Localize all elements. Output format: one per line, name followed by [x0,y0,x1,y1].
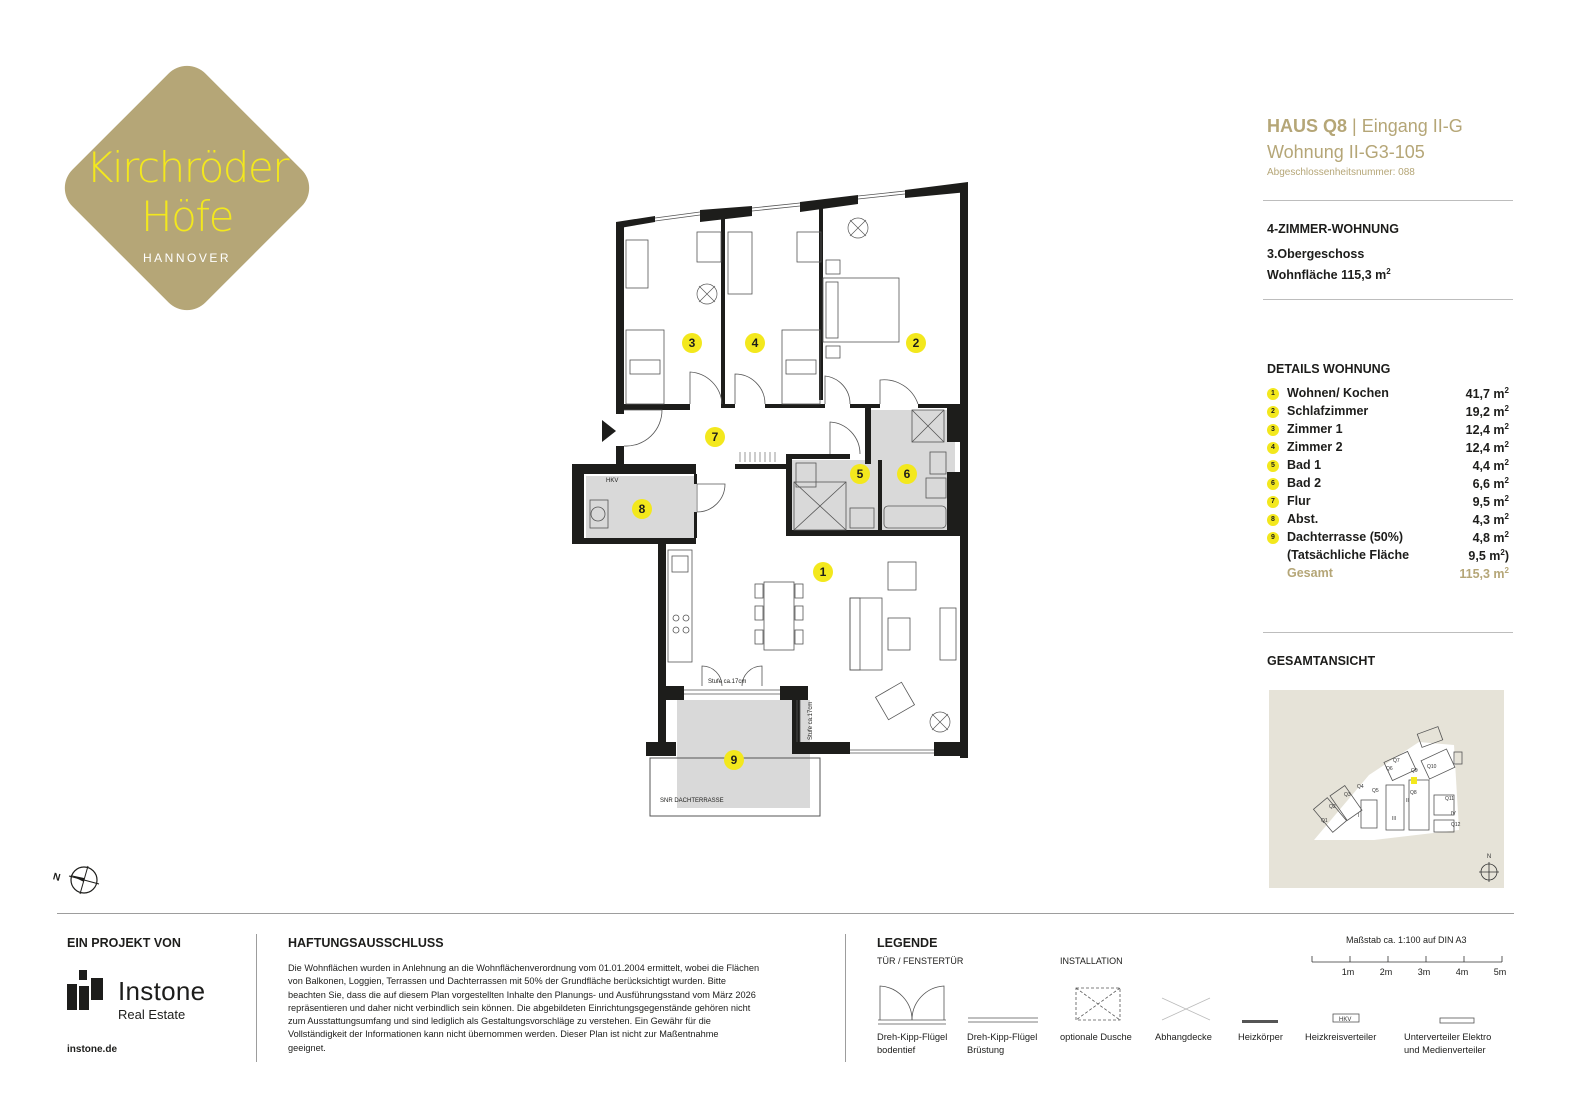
plan-step-label: Stufe ca.17cm [708,679,747,685]
site-building-label: Q9 [1411,768,1418,774]
company-name: Instone [118,976,206,1006]
details-row [1267,386,1509,404]
room-marker-label: 6 [903,467,911,481]
legend-door-floor-icon [880,986,912,1020]
terrace-floor [677,700,810,808]
logo-line2: Höfe [141,192,233,241]
site-building-label: Q6 [1386,766,1393,772]
legend-item-label: Dreh-Kipp-Flügel Brüstung [967,1032,1038,1055]
floor-plan-svg [570,178,970,818]
details-row [1267,458,1509,476]
legend-item-label: Dreh-Kipp-Flügel bodentief [877,1032,948,1055]
actual-value: 9,5 $m^2$) [1468,548,1509,564]
room-marker-label: 7 [711,430,719,444]
scale-tick-label: 1m [1341,967,1355,977]
living-area-text: Wohnfläche 115,3 m [1267,268,1387,283]
room-area: 41,7 $m^2$ [1465,386,1509,402]
room-marker-label: 5 [856,467,864,481]
site-north-label: N [1486,854,1492,860]
footer-divider [57,913,1514,914]
room-area: 4,8 $m^2$ [1472,530,1509,546]
site-building-label: II [1406,798,1409,804]
room-area: 4,4 $m^2$ [1472,458,1509,474]
entrance-arrow [602,420,616,442]
scale-bar [1310,950,1510,984]
disclaimer-line: Die Wohnflächen wurden in Anlehnung an die Wohnflächenverordnung vom 01.01.2004 ermittelt, wobei die Flächen [288,963,760,973]
room-label: Zimmer 2 [1287,440,1343,454]
details-row [1267,440,1509,458]
room-number-badge: 9 [1267,532,1279,544]
north-label: N [51,871,62,884]
footer-separator [256,934,257,1062]
scale-tick-label: 5m [1493,967,1507,977]
instone-mark-icon [67,968,107,1012]
floor-plan [570,178,970,818]
project-title: EIN PROJEKT VON [67,936,181,950]
room-number-badge: 3 [1267,424,1279,436]
website-link[interactable]: instone.de [67,1044,118,1055]
divider [1263,200,1513,201]
room-label: Flur [1287,494,1311,508]
site-overview-map [1269,690,1504,888]
room-label: Wohnen/ Kochen [1287,386,1389,400]
closure-number: Abgeschlossenheitsnummer: 088 [1267,167,1415,178]
legend-radiator-icon [1242,1020,1278,1023]
site-building-label: Q1 [1321,818,1328,824]
disclaimer-line: von Balkonen, Loggien, Terrassen und Dachterrassen mit 50% der Grundfläche berücksichtigt wurden. Bitte [288,976,727,987]
room-number-badge: 8 [1267,514,1279,526]
site-building-label: IV [1451,811,1456,817]
scale-title: Maßstab ca. 1:100 auf DIN A3 [1346,935,1467,945]
room-number-badge: 1 [1267,388,1279,400]
overview-title: GESAMTANSICHT [1267,654,1376,668]
disclaimer-line: zum Ausstattungsumfang und sind lediglich als Gestaltungsvorschläge zu verstehen. Ein Gewähr für die [288,1016,711,1027]
living-area-sq: 2 [1386,267,1391,276]
house-name: HAUS Q8 [1267,116,1348,136]
instone-logo [67,968,237,1022]
details-title: DETAILS WOHNUNG [1267,362,1391,376]
legend-item-label: Heizkörper [1238,1032,1283,1042]
room-area: 12,4 $m^2$ [1465,422,1509,438]
room-marker-label: 9 [730,753,738,767]
legend-distribution-icon [1440,1018,1474,1023]
legend-item-label: Unterverteiler Elektro und Medienverteiler [1404,1032,1492,1055]
north-arrow [48,860,102,900]
legend-item-label: optionale Dusche [1060,1032,1132,1042]
site-map-svg [1269,690,1504,888]
room-area: 9,5 $m^2$ [1472,494,1509,510]
company-sub: Real Estate [118,1007,186,1022]
room-label: Zimmer 1 [1287,422,1343,436]
site-building-label: Q5 [1372,788,1379,794]
details-row [1267,422,1509,440]
room-label: Bad 1 [1287,458,1322,472]
actual-label: (Tatsächliche Fläche [1287,548,1410,562]
legend-install-title: INSTALLATION [1060,956,1123,966]
svg-text:HKV: HKV [1339,1017,1352,1023]
details-actual-row [1267,548,1509,566]
site-highlight [1411,777,1417,784]
site-building-label: Q3 [1344,792,1351,798]
room-label: Schlafzimmer [1287,404,1369,418]
corridor-steps [740,452,775,462]
site-building-label: I [1358,813,1360,819]
legend-item-label: Heizkreisverteiler [1305,1032,1377,1042]
details-row [1267,512,1509,530]
room-area: 4,3 $m^2$ [1472,512,1509,528]
site-building-label: Q8 [1410,790,1417,796]
details-total-row [1267,566,1509,584]
room-area: 12,4 $m^2$ [1465,440,1509,456]
plan-hkv-label: HKV [606,478,619,484]
room-number-badge: 4 [1267,442,1279,454]
details-row [1267,404,1509,422]
disclaimer-text [288,962,808,1055]
site-ground [1314,742,1459,840]
unit-living-area [1267,263,1513,284]
scale-tick-label: 3m [1417,967,1431,977]
disclaimer-line: geeignet. [288,1042,326,1053]
site-building-label: Q7 [1393,758,1400,764]
site-building-label: Q4 [1357,784,1364,790]
plan-terrace-label: SNR DACHTERRASSE [660,798,724,804]
site-building-label: Q11 [1445,796,1455,802]
site-building-label: Q12 [1451,822,1461,828]
site-building-label: III [1392,816,1397,822]
room-area: 6,6 $m^2$ [1472,476,1509,492]
plan-step-label-vertical: Stufe ca.17cm [808,701,814,740]
room-label: Abst. [1287,512,1319,526]
room-number-badge: 5 [1267,460,1279,472]
scale-tick-label: 4m [1455,967,1469,977]
unit-floor: 3.Obergeschoss [1267,247,1365,261]
legend-door-title: TÜR / FENSTERTÜR [877,956,964,966]
site-building-label: Q10 [1427,764,1437,770]
unit-label: Wohnung II-G3-105 [1267,142,1425,162]
divider [1263,632,1513,633]
total-label: Gesamt [1287,566,1333,580]
room-marker-label: 4 [751,336,759,350]
room-label: Dachterrasse (50%) [1287,530,1404,544]
footer-separator [845,934,846,1062]
details-row [1267,530,1509,548]
room-marker-label: 1 [819,565,827,579]
site-building-label: Q2 [1329,804,1336,810]
disclaimer-line: repräsentieren und daher nicht verbindlich sein können. Die abgebildeten Einrichtungsgegenstände gehören nicht [288,1002,751,1013]
room-marker-label: 2 [912,336,920,350]
details-row [1267,494,1509,512]
room-marker-label: 3 [688,336,696,350]
room-number-badge: 6 [1267,478,1279,490]
house-header [1267,116,1513,137]
logo [54,55,320,321]
scale-tick-label: 2m [1379,967,1393,977]
legend-item-label: Abhangdecke [1155,1032,1212,1042]
legend-icons [876,980,1516,1030]
divider [1263,299,1513,300]
legend-title: LEGENDE [877,936,938,950]
disclaimer-line: beachten Sie, dass die auf diesem Plan vorgestellten Inhalte den Planungs- und Ausführungsstand vom März 2026 [288,989,756,1000]
room-number-badge: 2 [1267,406,1279,418]
room-number-badge: 7 [1267,496,1279,508]
disclaimer-line: Vollständigkeit der Informationen kann nicht übernommen werden. Dieser Plan ist nicht zur Maßentnahme [288,1029,719,1040]
entrance-label: | Eingang II-G [1352,116,1463,136]
room-label: Bad 2 [1287,476,1322,490]
logo-city: HANNOVER [142,251,231,265]
details-row [1267,476,1509,494]
disclaimer-title: HAFTUNGSAUSSCHLUSS [288,936,444,950]
room-area: 19,2 $m^2$ [1465,404,1509,420]
total-value: 115,3 $m^2$ [1459,566,1509,582]
logo-line1: Kirchröder [85,143,289,192]
unit-type: 4-ZIMMER-WOHNUNG [1267,222,1399,236]
room-marker-label: 8 [638,502,646,516]
